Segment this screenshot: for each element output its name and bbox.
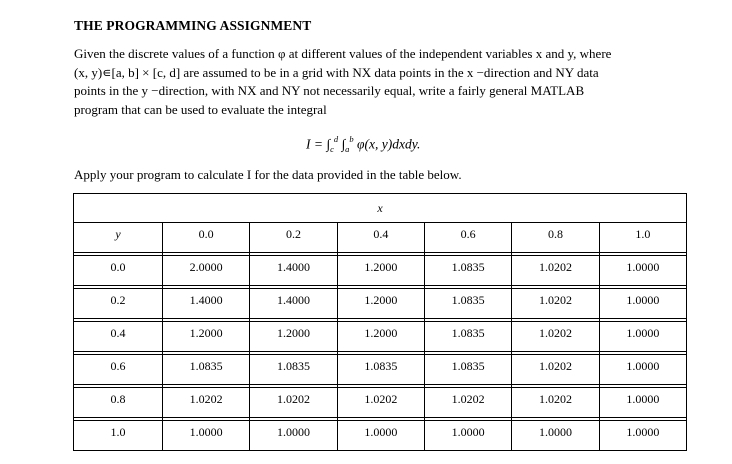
statement-line-4: program that can be used to evaluate the integral — [74, 101, 327, 117]
phi-value-cell: 1.0835 — [424, 256, 511, 286]
inner-lower-limit: a — [345, 144, 350, 155]
phi-value-cell: 2.0000 — [163, 256, 250, 286]
phi-value-cell: 1.0835 — [424, 289, 511, 319]
y-value-cell: 0.6 — [74, 355, 163, 385]
integrand: φ(x, y)dxdy. — [357, 136, 421, 152]
y-value-cell: 0.4 — [74, 322, 163, 352]
phi-value-cell: 1.0000 — [599, 322, 686, 352]
inner-upper-limit: b — [349, 134, 354, 144]
table-row — [74, 322, 687, 352]
phi-value-cell: 1.2000 — [337, 322, 424, 352]
phi-value-cell: 1.0000 — [337, 421, 424, 451]
phi-value-cell: 1.0202 — [424, 388, 511, 418]
table-row — [74, 388, 687, 418]
phi-value-cell: 1.0835 — [337, 355, 424, 385]
table-row — [74, 421, 687, 451]
y-value-cell: 0.0 — [74, 256, 163, 286]
statement-line-2: (x, y)∊[a, b] × [c, d] are assumed to be in a grid with NX data points in the x −direction and NY data — [74, 64, 599, 80]
x-value-header: 0.4 — [337, 223, 424, 253]
phi-value-cell: 1.0000 — [250, 421, 337, 451]
outer-lower-limit: c — [330, 144, 334, 155]
phi-value-cell: 1.0202 — [512, 355, 599, 385]
phi-value-cell: 1.2000 — [163, 322, 250, 352]
phi-value-cell: 1.0000 — [512, 421, 599, 451]
phi-value-cell: 1.0000 — [163, 421, 250, 451]
phi-value-cell: 1.2000 — [250, 322, 337, 352]
statement-line-3: points in the y −direction, with NX and NY not necessarily equal, write a fairly general MATLAB — [74, 83, 585, 98]
page-title: THE PROGRAMMING ASSIGNMENT — [74, 18, 312, 33]
table-header-row — [74, 223, 687, 253]
x-value-header: 0.2 — [250, 223, 337, 253]
phi-value-cell: 1.0202 — [512, 322, 599, 352]
data-table — [73, 193, 687, 451]
phi-value-cell: 1.0000 — [599, 388, 686, 418]
x-axis-label: x — [74, 194, 687, 223]
x-value-header: 1.0 — [599, 223, 686, 253]
x-value-header: 0.0 — [163, 223, 250, 253]
phi-value-cell: 1.0000 — [599, 421, 686, 451]
integral-formula — [306, 135, 420, 154]
x-label-row — [74, 194, 687, 223]
phi-value-cell: 1.0835 — [424, 322, 511, 352]
phi-value-cell: 1.4000 — [250, 289, 337, 319]
x-value-header: 0.8 — [512, 223, 599, 253]
phi-value-cell: 1.0202 — [250, 388, 337, 418]
instruction-text: Apply your program to calculate I for the data provided in the table below. — [74, 167, 462, 182]
x-value-header: 0.6 — [424, 223, 511, 253]
y-value-cell: 1.0 — [74, 421, 163, 451]
phi-value-cell: 1.0202 — [163, 388, 250, 418]
phi-value-cell: 1.4000 — [250, 256, 337, 286]
formula-lhs: I = — [306, 136, 327, 152]
y-value-cell: 0.2 — [74, 289, 163, 319]
phi-value-cell: 1.0000 — [599, 355, 686, 385]
inner-integral-sign: ∫ — [341, 136, 346, 152]
phi-value-cell: 1.0000 — [424, 421, 511, 451]
outer-upper-limit: d — [333, 134, 339, 144]
phi-value-cell: 1.0835 — [250, 355, 337, 385]
phi-value-cell: 1.2000 — [337, 256, 424, 286]
problem-statement — [74, 45, 694, 119]
outer-integral-sign: ∫ — [326, 136, 331, 152]
phi-value-cell: 1.0835 — [163, 355, 250, 385]
phi-value-cell: 1.0202 — [512, 388, 599, 418]
phi-value-cell: 1.2000 — [337, 289, 424, 319]
table-row — [74, 289, 687, 319]
phi-value-cell: 1.4000 — [163, 289, 250, 319]
table-row — [74, 355, 687, 385]
phi-value-cell: 1.0835 — [424, 355, 511, 385]
phi-value-cell: 1.0202 — [337, 388, 424, 418]
y-value-cell: 0.8 — [74, 388, 163, 418]
phi-value-cell: 1.0202 — [512, 256, 599, 286]
table-row — [74, 256, 687, 286]
phi-value-cell: 1.0000 — [599, 289, 686, 319]
statement-line-1: Given the discrete values of a function φ at different values of the independent variables x and y, where — [74, 46, 612, 61]
phi-value-cell: 1.0202 — [512, 289, 599, 319]
y-axis-label: y — [74, 223, 163, 253]
phi-value-cell: 1.0000 — [599, 256, 686, 286]
